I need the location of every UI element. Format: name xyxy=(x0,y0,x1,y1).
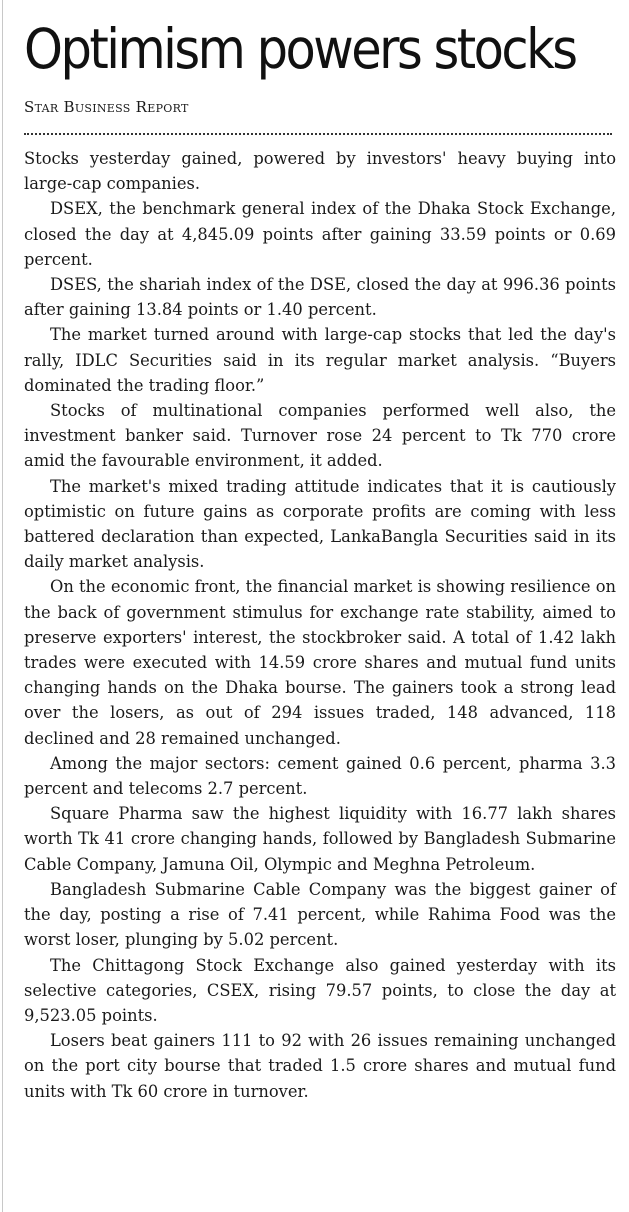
paragraph-2: DSEX, the benchmark general index of the Dhaka Stock Exchange, closed the day at 4,845.09 points after gaining 33.59 points or 0.69 percent. xyxy=(24,199,616,269)
paragraph-4: The market turned around with large-cap stocks that led the day's rally, IDLC Securities said in its regular market analysis. “Buyers dominated the trading floor.” xyxy=(24,325,616,395)
paragraph-11: The Chittagong Stock Exchange also gained yesterday with its selective categories, CSEX, rising 79.57 points, to close the day at 9,523.05 points. xyxy=(24,955,616,1025)
paragraph-9: Square Pharma saw the highest liquidity with 16.77 lakh shares worth Tk 41 crore changing hands, followed by Bangladesh Submarine Cable Company, Jamuna Oil, Olympic and Meghna Petroleum. xyxy=(24,804,616,874)
headline: Optimism powers stocks xyxy=(24,17,576,81)
article-body xyxy=(24,146,616,1104)
dotted-separator xyxy=(24,133,612,135)
byline: Star Business Report xyxy=(24,98,189,116)
paragraph-8: Among the major sectors: cement gained 0.6 percent, pharma 3.3 percent and telecoms 2.7 percent. xyxy=(24,753,616,799)
paragraph-3: DSES, the shariah index of the DSE, closed the day at 996.36 points after gaining 13.84 points or 1.40 percent. xyxy=(24,275,616,320)
paragraph-1: Stocks yesterday gained, powered by investors' heavy buying into large-cap companies. xyxy=(24,149,616,194)
column-edge-rule xyxy=(2,0,3,1212)
paragraph-7: On the economic front, the financial market is showing resilience on the back of government stimulus for exchange rate stability, aimed to preserve exporters' interest, the stockbroker said. A total of 1.42 lakh trades were executed with 14.59 crore shares and mutual fund units changing hands on the Dhaka bourse. The gainers took a strong lead over the losers, as out of 294 issues traded, 148 advanced, 118 declined and 28 remained unchanged. xyxy=(24,577,616,748)
paragraph-10: Bangladesh Submarine Cable Company was the biggest gainer of the day, posting a rise of 7.41 percent, while Rahima Food was the worst loser, plunging by 5.02 percent. xyxy=(24,879,616,950)
paragraph-12: Losers beat gainers 111 to 92 with 26 issues remaining unchanged on the port city bourse that traded 1.5 crore shares and mutual fund units with Tk 60 crore in turnover. xyxy=(24,1031,616,1101)
paragraph-5: Stocks of multinational companies performed well also, the investment banker said. Turnover rose 24 percent to Tk 770 crore amid the favourable environment, it added. xyxy=(24,401,616,471)
paragraph-6: The market's mixed trading attitude indicates that it is cautiously optimistic on future gains as corporate profits are coming with less battered declaration than expected, LankaBangla Securities said in its daily market analysis. xyxy=(24,476,616,572)
